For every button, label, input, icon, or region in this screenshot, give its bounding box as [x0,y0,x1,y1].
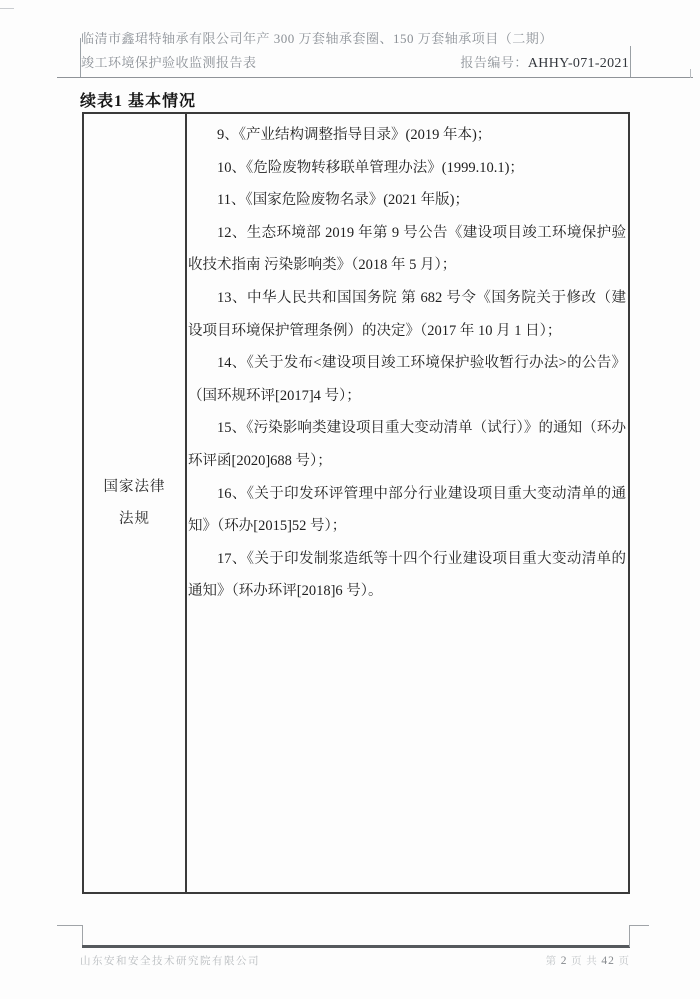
header-doc-type: 竣工环境保护验收监测报告表 [81,55,257,70]
basic-info-table [82,112,630,894]
regulation-item: 12、生态环境部 2019 年第 9 号公告《建设项目竣工环境保护验收技术指南 污染影响类》（2018 年 5 月）； [188,224,626,274]
header-project-title: 临清市鑫珺特轴承有限公司年产 300 万套轴承套圈、150 万套轴承项目（二期） [81,31,553,46]
table-row-content-cell [187,114,628,892]
section-title: 续表1 基本情况 [80,93,197,110]
scan-corner-mark [0,8,14,9]
footer-margin-mark-right-v [629,925,630,947]
regulation-item: 9、《产业结构调整指导目录》(2019 年本)； [217,127,492,143]
regulation-item: 16、《关于印发环评管理中部分行业建设项目重大变动清单的通知》（环办[2015]52 号）； [188,485,626,535]
report-number-label: 报告编号： [460,55,528,70]
header-margin-mark-right [630,46,631,77]
footer-margin-mark-right-h [629,925,649,926]
header-margin-mark-left [80,38,81,77]
header-rule [57,77,693,78]
regulation-item: 17、《关于印发制浆造纸等十四个行业建设项目重大变动清单的通知》（环办环评[2018]6 号）。 [188,550,626,600]
regulation-item: 11、《国家危险废物名录》(2021 年版)； [217,192,469,209]
regulation-item: 14、《关于发布<建设项目竣工环境保护验收暂行办法>的公告》（国环规环评[2017]4 号）； [188,355,626,404]
regulation-item: 13、中华人民共和国国务院 第 682 号令《国务院关于修改（建设项目环境保护管理条例）的决定》（2017 年 10 月 1 日）； [188,289,626,339]
page-total: 42 [601,955,615,967]
header-rule-end-mark [690,69,691,78]
regulation-item: 15、《污染影响类建设项目重大变动清单（试行）》的通知（环办环评函[2020]688 号）； [188,420,626,469]
page-label-front: 第 [545,956,558,967]
footer-page-number [430,953,630,968]
footer-company-name: 山东安和安全技术研究院有限公司 [80,956,260,967]
footer-margin-mark-left-h [57,925,82,926]
footer-margin-mark-left-v [82,925,83,947]
page-label-mid2: 共 [586,956,598,967]
table-row-label: 国家法律法规 [103,479,166,527]
report-number-value: AHHY-071-2021 [527,56,629,71]
page-current: 2 [560,955,568,967]
table-row-label-cell [84,114,187,892]
footer-rule [82,945,630,948]
regulation-item: 10、《危险废物转移联单管理办法》(1999.10.1)； [217,159,524,176]
page-label-mid1: 页 [571,956,583,967]
header-second-line [81,52,629,72]
page-label-end: 页 [618,956,630,967]
header-report-number [460,52,629,72]
